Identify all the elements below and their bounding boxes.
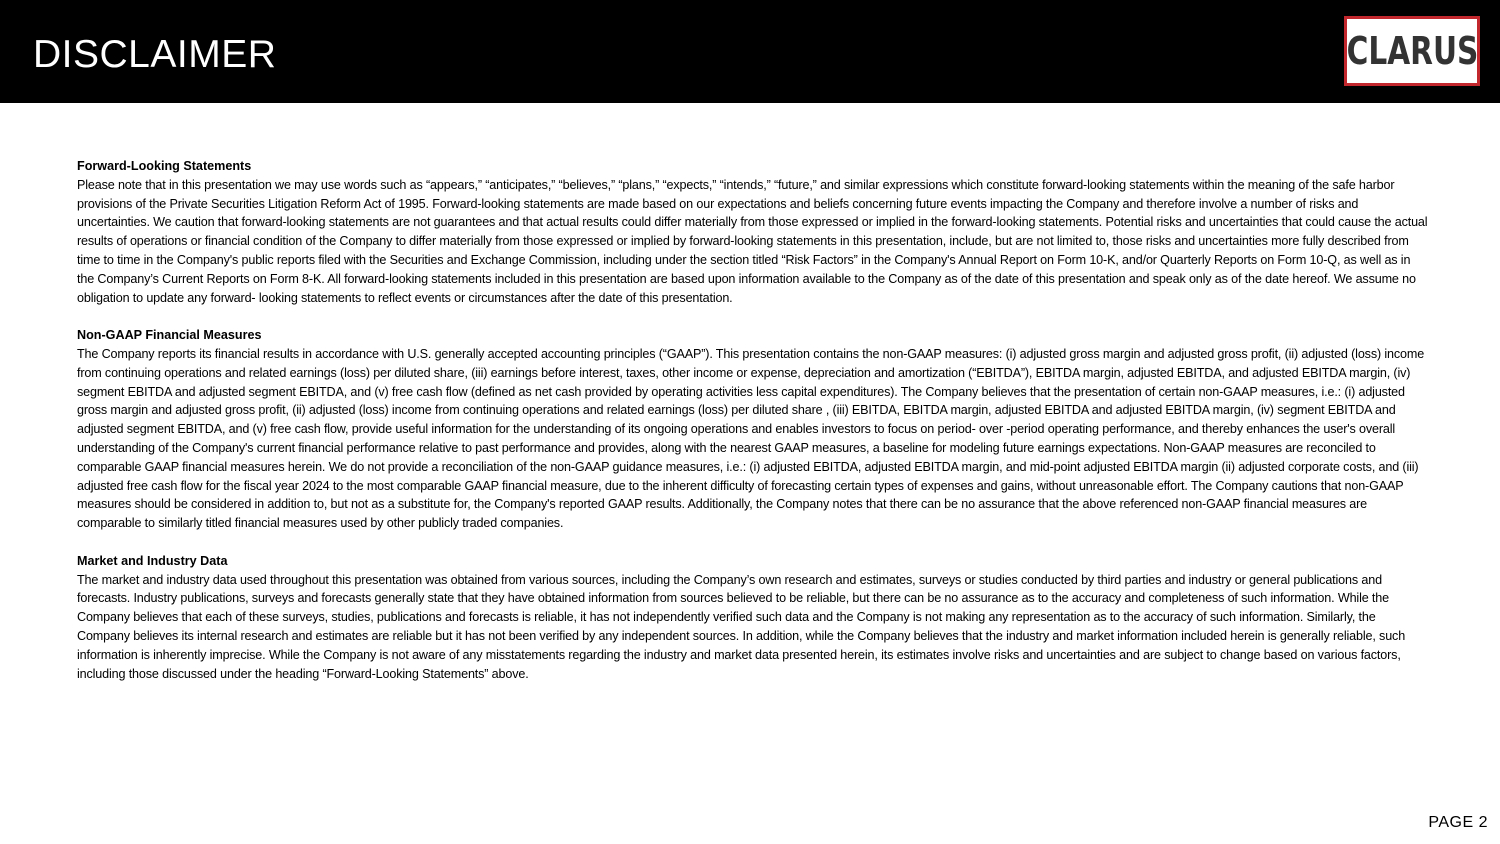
logo-text: CLARUS (1346, 29, 1478, 73)
forward-looking-section (77, 157, 1429, 307)
section-body: The Company reports its financial results in accordance with U.S. generally accepted accounting principles (“GAAP”). This presentation contains the non-GAAP measures: (i) adjusted gross margin and adjusted gross profit, (ii) adjusted (loss) income from continuing operations and related earnings (loss) per diluted share, (iii) earnings before interest, taxes, other income or expense, depreciation and amortization (“EBITDA”), EBITDA margin, adjusted EBITDA, and adjusted EBITDA margin, (iv) segment EBITDA and adjusted segment EBITDA, and (v) free cash flow (defined as net cash provided by operating activities less capital expenditures). The Company believes that the presentation of certain non-GAAP measures, i.e.: (i) adjusted gross margin and adjusted gross profit, (ii) adjusted (loss) income from continuing operations and related earnings (loss) per diluted share , (iii) EBITDA, EBITDA margin, adjusted EBITDA and adjusted EBITDA margin, (iv) segment EBITDA and adjusted segment EBITDA, and (v) free cash flow, provide useful information for the understanding of its ongoing operations and enables investors to focus on period- over -period operating performance, and thereby enhances the user's overall understanding of the Company's current financial performance relative to past performance and provides, along with the nearest GAAP measures, a baseline for modeling future earnings expectations. Non-GAAP measures are reconciled to comparable GAAP financial measures herein. We do not provide a reconciliation of the non-GAAP guidance measures, i.e.: (i) adjusted EBITDA, adjusted EBITDA margin, and mid-point adjusted EBITDA margin (ii) adjusted corporate costs, and (iii) adjusted free cash flow for the fiscal year 2024 to the most comparable GAAP financial measure, due to the inherent difficulty of forecasting certain types of expenses and gains, without unreasonable effort. The Company cautions that non-GAAP measures should be considered in addition to, but not as a substitute for, the Company's reported GAAP results. Additionally, the Company notes that there can be no assurance that the above referenced non-GAAP financial measures are comparable to similarly titled financial measures used by other publicly traded companies. (77, 346, 1425, 531)
section-body: The market and industry data used throughout this presentation was obtained from various sources, including the Company’s own research and estimates, surveys or studies conducted by third parties and industry or general publications and forecasts. Industry publications, surveys and forecasts generally state that they have obtained information from sources believed to be reliable, but there can be no assurance as to the accuracy and completeness of such information. While the Company believes that each of these surveys, studies, publications and forecasts is reliable, it has not independently verified such data and the Company is not making any representation as to the accuracy of such information. Similarly, the Company believes its internal research and estimates are reliable but it has not been verified by any independent sources. In addition, while the Company believes that the industry and market information included herein is generally reliable, such information is inherently imprecise. While the Company is not aware of any misstatements regarding the industry and market data presented herein, its estimates involve risks and uncertainties and are subject to change based on various factors, including those discussed under the heading “Forward-Looking Statements” above. (77, 572, 1406, 681)
disclaimer-content (77, 157, 1429, 702)
section-body: Please note that in this presentation we may use words such as “appears,” “anticipates,” “believes,” “plans,” “expects,” “intends,” “future,” and similar expressions which constitute forward-looking statements within the meaning of the safe harbor provisions of the Private Securities Litigation Reform Act of 1995. Forward-looking statements are made based on our expectations and beliefs concerning future events impacting the Company and therefore involve a number of risks and uncertainties. We caution that forward-looking statements are not guarantees and that actual results could differ materially from those expressed or implied in the forward-looking statements. Potential risks and uncertainties that could cause the actual results of operations or financial condition of the Company to differ materially from those expressed or implied by forward-looking statements in this presentation, include, but are not limited to, those risks and uncertainties more fully described from time to time in the Company's public reports filed with the Securities and Exchange Commission, including under the section titled “Risk Factors” in the Company's Annual Report on Form 10-K, and/or Quarterly Reports on Form 10-Q, as well as in the Company’s Current Reports on Form 8-K. All forward-looking statements included in this presentation are based upon information available to the Company as of the date of this presentation and speak only as of the date hereof. We assume no obligation to update any forward- looking statements to reflect events or circumstances after the date of this presentation. (77, 177, 1428, 305)
header-bar (0, 0, 1500, 103)
section-heading: Forward-Looking Statements (77, 159, 252, 173)
section-heading: Non-GAAP Financial Measures (77, 328, 262, 343)
market-industry-section (77, 552, 1429, 684)
section-heading: Market and Industry Data (77, 553, 228, 568)
non-gaap-section (77, 326, 1429, 533)
clarus-logo (1344, 16, 1480, 86)
page-number: PAGE 2 (1428, 814, 1488, 831)
page-title: DISCLAIMER (33, 33, 277, 76)
